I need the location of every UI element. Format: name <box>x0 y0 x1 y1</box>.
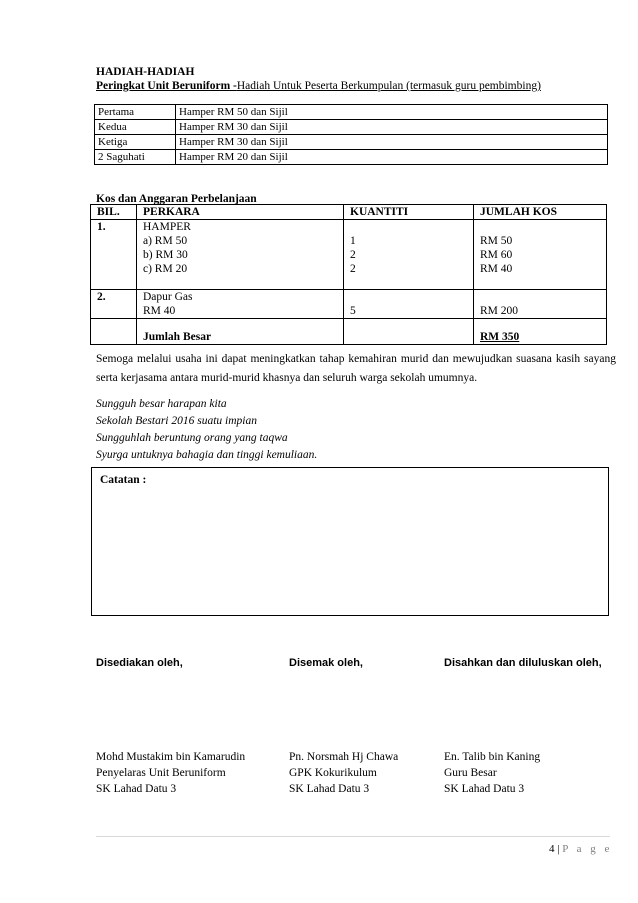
subtitle-description: Hadiah Untuk Peserta Berkumpulan (termasuk guru pembimbing) <box>236 80 541 92</box>
grand-total-label: Jumlah Besar <box>143 331 212 343</box>
subtitle-level: Peringkat Unit Beruniform - <box>96 80 237 92</box>
signer-school: SK Lahad Datu 3 <box>444 783 525 795</box>
table-row <box>95 150 608 165</box>
prize-rank: 2 Saguhati <box>95 150 176 165</box>
signer-role: Guru Besar <box>444 767 497 779</box>
signature-block-checked <box>289 749 398 797</box>
grand-total-row <box>91 319 607 345</box>
table-header-row <box>91 205 607 220</box>
row-quantity: 1 2 2 <box>344 220 474 290</box>
signer-name: Mohd Mustakim bin Kamarudin <box>96 751 246 763</box>
table-row <box>91 290 607 319</box>
signer-role: GPK Kokurikulum <box>289 767 377 779</box>
signer-role: Penyelaras Unit Beruniform <box>96 767 226 779</box>
footer-divider <box>96 836 610 837</box>
notes-label: Catatan : <box>100 474 147 486</box>
page-number: 4 | P a g e <box>549 843 613 855</box>
header-jumlah: JUMLAH KOS <box>474 205 607 220</box>
cost-title: Kos dan Anggaran Perbelanjaan <box>96 193 257 205</box>
prize-item: Hamper RM 30 dan Sijil <box>176 120 608 135</box>
signature-head-approved: Disahkan dan diluluskan oleh, <box>444 657 602 669</box>
signer-name: Pn. Norsmah Hj Chawa <box>289 751 399 763</box>
poem-line: Sungguh besar harapan kita <box>96 398 227 410</box>
table-row <box>95 135 608 150</box>
row-number: 1. <box>91 220 137 290</box>
prize-rank: Kedua <box>95 120 176 135</box>
cost-table <box>90 204 607 345</box>
poem-line: Sekolah Bestari 2016 suatu impian <box>96 415 257 427</box>
signature-block-approved <box>444 749 540 797</box>
row-item: Dapur Gas RM 40 <box>137 290 344 319</box>
poem <box>96 396 317 464</box>
row-total: RM 200 <box>474 290 607 319</box>
signature-block-prepared <box>96 749 245 797</box>
table-row <box>91 220 607 290</box>
header-bil: BIL. <box>91 205 137 220</box>
signature-head-prepared: Disediakan oleh, <box>96 657 183 669</box>
notes-box <box>91 467 609 616</box>
prize-item: Hamper RM 20 dan Sijil <box>176 150 608 165</box>
signer-school: SK Lahad Datu 3 <box>96 783 177 795</box>
prize-rank: Ketiga <box>95 135 176 150</box>
header-kuantiti: KUANTITI <box>344 205 474 220</box>
signer-name: En. Talib bin Kaning <box>444 751 541 763</box>
table-row <box>95 105 608 120</box>
header-perkara: PERKARA <box>137 205 344 220</box>
signer-school: SK Lahad Datu 3 <box>289 783 370 795</box>
row-number: 2. <box>91 290 137 319</box>
poem-line: Syurga untuknya bahagia dan tinggi kemuliaan. <box>96 449 318 461</box>
prize-item: Hamper RM 30 dan Sijil <box>176 135 608 150</box>
prize-table <box>94 104 608 165</box>
poem-line: Sungguhlah beruntung orang yang taqwa <box>96 432 288 444</box>
table-row <box>95 120 608 135</box>
section-title: HADIAH-HADIAH <box>96 66 195 78</box>
row-total: RM 50 RM 60 RM 40 <box>474 220 607 290</box>
section-subtitle <box>96 80 541 92</box>
signature-head-checked: Disemak oleh, <box>289 657 363 669</box>
row-quantity: 5 <box>344 290 474 319</box>
grand-total-value: RM 350 <box>480 331 520 343</box>
prize-item: Hamper RM 50 dan Sijil <box>176 105 608 120</box>
closing-paragraph: Semoga melalui usaha ini dapat meningkatkan tahap kemahiran murid dan mewujudkan suasana kasih sayang serta kerjasama antara murid-murid khasnya dan seluruh warga sekolah umumnya. <box>96 353 616 384</box>
row-item: HAMPER a) RM 50 b) RM 30 c) RM 20 <box>137 220 344 290</box>
prize-rank: Pertama <box>95 105 176 120</box>
